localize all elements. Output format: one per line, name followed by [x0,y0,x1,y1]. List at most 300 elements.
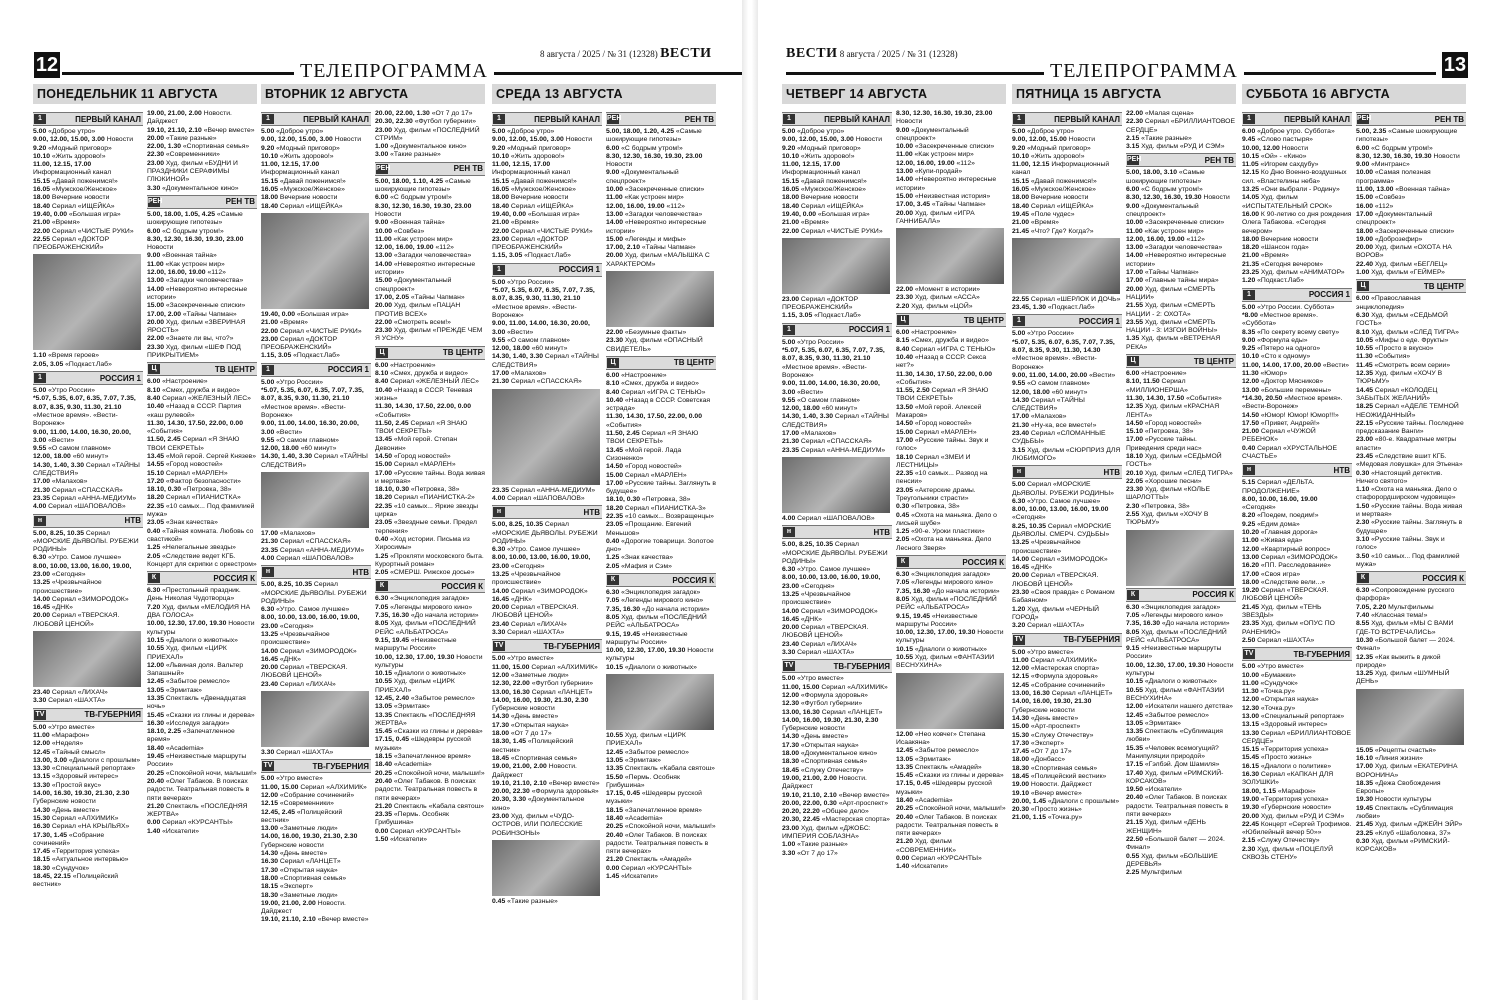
program-entry [606,873,716,881]
program-entry [261,336,371,353]
program-time: 17.30 [492,721,510,729]
program-entry [1242,754,1352,762]
program-title: Сериал «ТВЕРСКАЯ. ЛЮБОВЙ ЦЕНОЙ» [261,664,348,680]
program-entry [782,447,892,455]
program-entry [147,687,257,695]
program-time: 17.00 [1126,277,1144,285]
program-title: «112» [666,202,685,210]
program-title: Сериал «ЗИМОРОДОК» [51,595,129,603]
program-title: «Энциклопедия загадок» [911,571,991,579]
program-time: 23.30 [147,343,165,351]
program-time: 19.10, 21.10, 2.10 [147,126,202,134]
program-time: 18.10 [1126,452,1144,460]
program-time: 17.00 [1126,269,1144,277]
program-title: «Спокойной ночи, малыши!» [624,823,716,831]
program-time: 6.00 [147,378,161,386]
program-time: 11.00 [1242,537,1259,545]
program-title: «Город новостей» [393,452,451,460]
channel-header [896,313,1006,327]
program-time: 19.30 [1356,796,1374,804]
channel-logo-icon: TV [1244,650,1254,658]
program-time: 21.30 [1012,421,1030,429]
program-time: 13.25 [1242,186,1260,194]
program-title: Худ. фильм «АНИМАТОР» [1260,269,1345,277]
program-entry [1012,622,1122,630]
program-time: 13.35 [147,695,165,702]
program-title: «Настроение» [911,329,957,337]
program-title: «Мой герой. Степан Девонин» [375,436,458,452]
program-title: Худ. фильм «АССА» [914,294,980,302]
program-time: 16.10 [1356,755,1374,762]
program-entry [147,420,257,437]
program-time: 17.00 [782,430,800,438]
program-time: 15.50 [606,773,624,781]
listing-subcolumn [33,110,143,989]
program-entry [375,387,485,404]
program-entry [33,453,143,461]
program-entry [33,387,143,395]
program-entry [606,372,716,380]
program-title: Спектакль «ПОСЛЕДНЯЯ ЖЕРТВА» [375,711,476,727]
program-time: 23.30 [606,337,624,345]
channel-name: ТВ-ГУБЕРНИЯ [84,710,141,720]
program-entry [782,413,892,430]
program-time: 12.00, 16.00, 19.00 [1126,235,1185,243]
program-title: «Документальный спецпроект» [896,126,969,142]
program-title: Сериал «ШАХТА» [276,749,334,757]
program-time: 8.30, 12.30, 16.30, 19.30, 23.00 [375,202,472,210]
program-title: Новости [565,136,593,144]
program-title: Сериал «ШЕРЛОК И ДОЧЬ» [1030,295,1121,303]
program-entry [375,436,485,453]
program-time: 10.55 [147,645,165,653]
program-time: 20.00 [261,664,279,672]
program-entry [375,803,485,811]
program-title: «Шедевры русской музыки» [606,790,702,806]
program-entry [606,563,716,571]
channel-name: НТВ [1333,465,1350,475]
program-title: «Утро. Самое лучшее» [48,554,122,562]
program-title: Новости. Дайджест [261,899,346,916]
program-entry [1012,228,1122,236]
program-time: 10.40 [606,396,624,404]
program-time: 10.00 [1356,169,1374,177]
program-time: 18.30 [33,864,51,872]
program-title: Худ. фильм «ЧУДО-ОСТРОВ, ИЛИ ПОЛЕССКИЕ РОБИНЗОНЫ» [492,813,583,837]
program-title: Сериал «КАПКАН ДЛЯ ЗОЛУШКИ» [1242,771,1334,787]
program-photo [492,389,600,485]
program-time: 18.30 [261,891,279,899]
program-title: «Энциклопедия загадок» [1141,603,1221,611]
program-time: 8.40 [606,388,620,396]
channel-name: НТВ [583,507,600,517]
program-time: 14.30 [261,850,279,858]
program-title: Спектакль «Кабала святош» [624,765,715,773]
program-entry [375,678,485,695]
program-time: 23.05 [375,519,393,527]
program-title: Вечерние новости [1030,194,1089,202]
program-entry [147,553,257,570]
program-entry [261,437,371,445]
channel-header [606,573,716,587]
day-header: ПЯТНИЦА 15 АВГУСТА [1012,84,1236,104]
program-entry [896,437,1006,454]
program-entry [782,717,892,734]
program-title: «Привет, Андрей!» [1260,419,1320,427]
program-time: 21.00 [1242,252,1260,260]
program-entry [261,900,371,917]
program-entry [33,495,143,503]
program-time: 10.00, 12.30, 17.00, 19.30 [147,620,227,628]
channel-logo-icon: РЕН [148,197,163,205]
program-photo [782,457,890,513]
program-entry [1356,763,1466,780]
program-time: 20.40 [896,813,914,821]
program-time: 8.05 [896,595,910,603]
program-time: 11.00, 12.15, 17.00 [33,161,92,169]
program-entry [492,211,602,219]
program-title: «Актерские драмы. Треугольники страсти» [896,486,976,502]
program-time: 9.20 [492,144,506,152]
program-title: «Неизвестные маршруты России» [1126,645,1222,661]
program-time: 8.00, 10.00, 13.00, 16.00, 19.00, 23.00 [492,554,591,570]
program-entry [1126,511,1236,528]
program-title: «Безумные факты» [624,329,687,337]
program-title: Сериал «ШАХТА» [797,649,855,657]
program-time: 18.40 [261,202,279,210]
channel-name: РОССИЯ К [441,581,483,591]
program-entry [1126,169,1236,186]
program-time: 0.40 [1242,444,1256,452]
program-title: «Мужское/Женское» [279,186,345,194]
program-title: «Как устроен мир» [393,235,453,243]
program-entry [375,378,485,386]
program-time: 13.45 [606,446,624,454]
program-title: «Исследуя загадки» [165,719,230,727]
program-title: «Эрмитаж» [1144,719,1181,727]
program-time: 12.00 [147,661,165,669]
program-title: Сериал «АННА-МЕДИУМ» [510,486,596,494]
program-entry [33,815,143,823]
program-title: «Знак качества» [165,519,218,527]
listing-subcolumn [1242,110,1352,989]
program-photo [896,228,1004,284]
channel-logo-icon: 1 [1013,114,1025,124]
program-entry [1356,161,1466,169]
program-time: 8.30, 12.30, 16.30, 19.30, 23.00 [896,110,993,117]
program-time: 18.20 [375,494,393,502]
program-entry [1126,720,1236,728]
program-entry [1356,128,1466,145]
program-time: 13.05 [375,703,393,711]
program-title: «Документальное кино» [800,750,878,758]
program-title: Сериал «ТАЙНЫ СЛЕДСТВИЯ» [492,353,599,369]
program-title: Сериал «ЗИМОРОДОК» [1260,553,1338,561]
program-time: 3.30 [33,697,47,705]
program-time: 16.00 [1356,202,1374,210]
program-time: 17.30, 1.45 [33,831,68,839]
program-title: Сериал «Я ЗНАЮ ТВОИ СЕКРЕТЫ» [896,387,989,403]
program-time: 17.00, 2.10 [606,244,641,252]
program-entry [606,505,716,513]
program-time: 14.30, 1.40, 3.30 [782,413,834,421]
program-time: *5.07, 5.35, 6.07, 6.35, 7.07, 7.35, 8.07, 8.35, 9.30, 11.30, 21.10 [782,347,885,363]
day-column [33,84,257,989]
program-title: «Самая полезная программа» [1356,169,1431,185]
program-entry [606,194,716,202]
program-time: 1.45 [606,873,620,881]
program-title: «Диалоги с прошлым» [1047,797,1120,805]
program-entry [1126,194,1236,202]
program-time: 13.00 [606,210,624,218]
program-entry [1012,389,1122,397]
program-time: 18.45 [492,754,510,762]
program-entry [492,546,602,554]
program-time: 8.00, 10.00, 13.00, 16.00, 19.00, 23.00 [261,614,360,630]
program-entry [1012,539,1122,556]
program-entry [147,604,257,621]
program-title: «Подкаст.Лаб» [1257,277,1304,285]
program-time: 9.55 [782,396,796,404]
program-time: 18.00 [1242,578,1260,586]
program-title: «Невероятно интересные истории» [147,285,248,301]
program-title: «Запечатленное время» [624,806,702,814]
program-time: 23.30 [375,327,393,335]
program-entry [1242,813,1352,821]
program-title: «Утро России» [1027,330,1074,338]
program-entry [896,286,1006,294]
program-title: «ДНК» [51,604,73,612]
channel-logo-icon: 1 [493,114,505,124]
program-time: 5.00, 8.25, 10.35 [782,541,834,549]
program-title: Сериал «КУРСАНТЫ» [621,864,692,872]
program-time: 12.00 [261,791,279,799]
program-title: «Живая еда» [1260,537,1303,545]
program-entry [1242,637,1352,645]
program-entry [896,201,1006,209]
program-title: «Спокойной ночи, малыши!» [914,805,1006,813]
program-time: 22.35 [147,502,165,510]
program-entry [1126,629,1236,646]
program-time: 14.30, 1.40, 3.30 [33,461,85,469]
program-entry [782,203,892,211]
program-time: 0.30 [1356,469,1370,477]
program-time: 21.20 [375,802,393,810]
program-time: *8.00 [1242,311,1258,319]
program-entry [492,153,602,161]
program-title: «Специальный репортаж» [51,765,136,773]
channel-name: РОССИЯ 1 [327,365,369,375]
program-time: 2.20 [896,302,910,310]
program-title: «Назад в СССР. Партия «каш рулевой» [147,403,242,419]
program-entry [147,185,257,193]
program-title: «Заметные люди» [510,671,569,679]
program-entry [261,547,371,555]
program-entry [375,143,485,151]
program-title: «Большая игра» [68,210,121,218]
channel-name: РОССИЯ 1 [558,265,600,275]
program-entry [33,724,143,732]
program-title: «Чрезвычайное происшествие» [261,630,330,647]
program-entry [492,621,602,629]
program-title: «Смотреть всем!» [393,318,451,326]
program-entry [896,780,1006,797]
program-time: 5.00 [33,723,47,731]
program-entry [261,664,371,681]
program-time: 12.00 [782,691,800,699]
program-entry [375,236,485,244]
program-title: «Доброе утро» [507,128,555,135]
program-title: «День вместе» [510,713,559,721]
program-time: 22.00 [261,327,279,335]
program-entry [1356,755,1466,763]
program-title: «Совбез» [393,227,425,235]
program-title: Вечерние новости [510,194,569,202]
program-entry [1126,135,1236,143]
channel-name: НТВ [352,567,369,577]
program-time: 8.30, 12.30, 16.30, 19.30 [1356,152,1432,160]
program-time: 17.00 [261,530,279,538]
program-time: 15.15 [261,177,279,185]
program-time: 22.00 [606,329,624,337]
program-title: Сериал «ЧУЖОЙ РЕБЕНОК» [1242,428,1316,444]
program-entry [782,816,892,824]
program-title: Сериал «ЛИХАЧ» [510,620,567,628]
program-time: 17.00 [375,469,393,477]
program-title: «Просто жизнь» [1030,806,1082,814]
program-title: «До начала истории» [410,612,479,620]
program-title: «Доброзефир» [1374,235,1423,243]
program-time: 20.40 [375,777,393,785]
program-entry [492,697,602,714]
program-entry [782,767,892,775]
program-entry [147,461,257,469]
left-page [0,0,742,1000]
program-time: 20.30 [1012,806,1030,814]
program-time: 21.00 [33,219,51,227]
program-title: Сериал «АЛХИМИК» [531,663,598,671]
channel-name: РОССИЯ 1 [99,373,141,383]
program-title: Новости. Дайджест [782,774,867,791]
channel-logo-icon: н [262,567,274,577]
program-time: 7.05, 2.20 [1356,603,1387,611]
program-time: 17.00 [1356,763,1374,771]
program-time: 2.15 [1242,837,1256,845]
program-title: «Засекреченные списки» [165,302,246,310]
program-time: 10.55 [375,678,393,686]
program-time: 11.30, 14.30, 17.50 [1126,394,1185,402]
program-time: 22.35 [606,512,624,520]
program-title: «Малахов» [51,478,88,486]
program-title: «Вечер вместе» [838,791,890,799]
program-time: 4.00 [33,503,47,511]
program-title: «СМЕРШ. Рижское досье» [390,569,475,577]
brand-name: ВЕСТИ [660,46,712,61]
channel-name: ТВ-ГУБЕРНИЯ [1063,635,1120,645]
program-title: «Малахов» [279,530,316,538]
program-title: «Документальное кино» [390,143,467,151]
program-entry [1356,211,1466,228]
program-entry [147,387,257,395]
channel-header [1242,647,1352,661]
program-entry [147,261,257,269]
program-time: 14.30, 1.40, 3.30 [261,453,313,461]
program-title: «Искатели» [162,827,200,835]
program-title: «События» [1186,394,1222,402]
program-title: «Утро вместе» [797,675,844,683]
program-title: «Заметные люди» [279,825,338,833]
channel-header [782,659,892,673]
program-title: «Нео ковчег» Степана Исаакяна» [896,730,986,746]
program-time: 9.00 [1242,336,1256,344]
program-time: 21.45 [1242,603,1260,611]
program-title: «Утро России» [48,387,95,395]
program-title: Сериал «ШАХТА» [507,629,565,637]
program-time: 14.00 [1126,252,1144,260]
program-photo [606,271,714,327]
program-time: 1.15, 3.05 [782,312,813,320]
program-time: 10.10 [492,152,510,160]
program-title: «О самом главном» [48,445,111,453]
program-entry [492,487,602,495]
program-title: «Неизвестные маршруты России» [896,612,978,628]
program-time: 11.50, 2.45 [375,419,409,427]
program-entry [492,161,602,178]
program-title: Сериал «СПАССКАЯ» [510,378,582,386]
program-entry [147,110,257,127]
program-title: Сериал «СЛОМАННЫЕ СУДЬБЫ» [1012,430,1106,446]
program-time: 12.00 [1242,545,1260,553]
program-title: «Неизвестные маршруты России» [606,630,688,646]
program-time: 18.15 [33,856,51,864]
running-head [540,46,712,62]
program-time: 2.30 [1356,519,1370,527]
program-title: Сериал «ЧИСТЫЕ РУКИ» [510,227,593,235]
program-title: «Русские тайны. Вода живая и мертвая» [375,469,485,485]
program-title: Худ. фильм «ЕКАТЕРИНА ВОРОНИНА» [1356,763,1458,779]
program-time: 12.35 [1126,403,1144,411]
program-entry [147,252,257,260]
program-title: «Специальный репортаж» [1260,713,1345,720]
program-time: 15.00 [896,192,914,200]
program-entry [1242,479,1352,496]
program-entry [896,629,1006,646]
program-time: 9.55 [261,436,275,444]
program-time: 12.00, 16.00, 19.00 [606,202,665,210]
program-time: 9.15, 19.45 [375,636,410,644]
program-entry [492,571,602,588]
program-time: 16.20 [1242,562,1260,570]
program-time: 11.00 [147,260,164,268]
program-title: Сериал «ШАХТА» [48,697,106,705]
program-title: «Просто в вкусно» [1374,345,1434,353]
program-time: 23.30 [896,294,914,302]
program-time: 13.45 [147,452,165,460]
program-time: 6.00 [896,329,910,337]
program-time: 0.00 [896,855,910,863]
program-title: Мультфильм [1141,869,1182,877]
program-time: 9.00, 12.00, 15.00, 3.00 [261,136,333,144]
program-time: 15.00 [1012,723,1030,731]
channel-logo-icon: TV [784,662,794,670]
program-time: 15.00 [375,461,393,469]
program-entry [606,589,716,597]
program-title: «Ход истории. Письма из Хиросимы» [375,535,470,552]
program-title: «Диалоги о животных» [1144,678,1217,686]
program-time: 20.25 [606,823,624,831]
program-entry [1012,723,1122,731]
program-entry [1356,312,1466,329]
